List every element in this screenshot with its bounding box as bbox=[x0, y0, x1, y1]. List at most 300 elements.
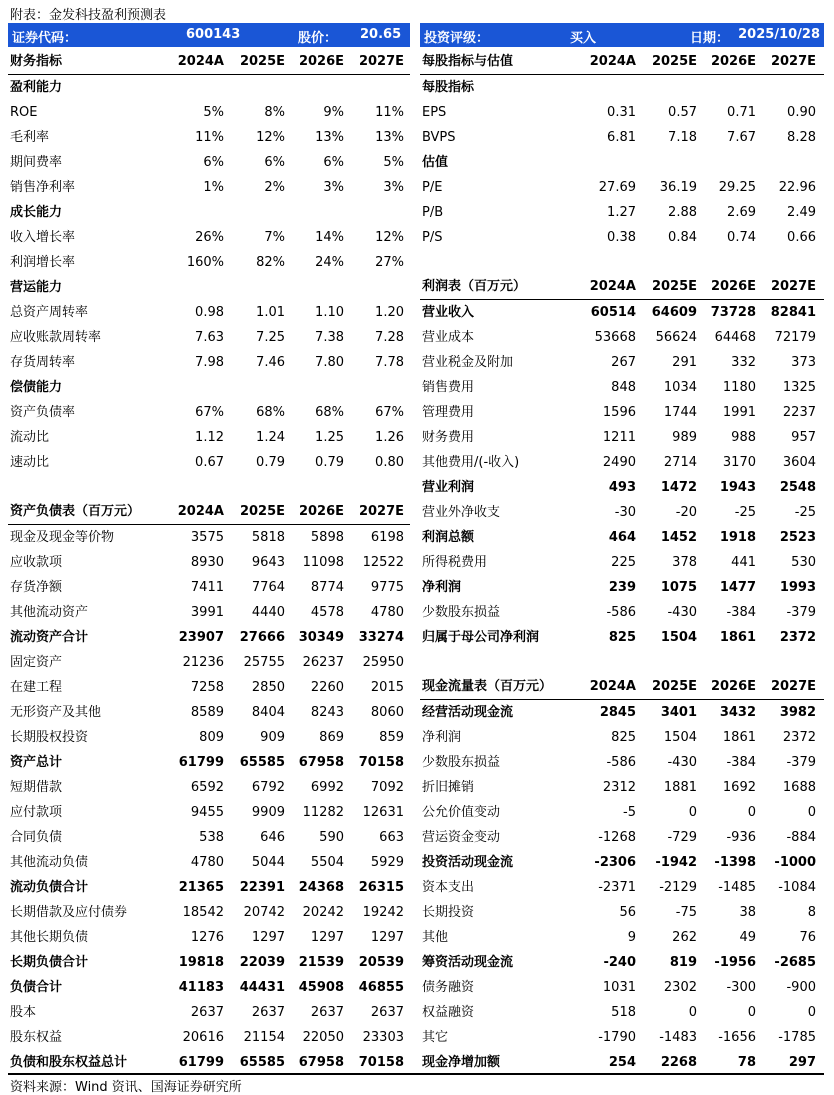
cell-value: 60514 bbox=[590, 305, 636, 320]
cell-value: 49 bbox=[739, 930, 756, 945]
cell-value: -240 bbox=[603, 955, 636, 970]
cell-value: -1942 bbox=[655, 855, 697, 870]
cell-value: 21539 bbox=[298, 955, 344, 970]
cell-value: 2372 bbox=[779, 630, 816, 645]
row-label: 管理费用 bbox=[422, 405, 475, 420]
cell-value: -75 bbox=[675, 905, 697, 920]
table-row bbox=[420, 225, 824, 250]
cell-value: 38 bbox=[739, 905, 756, 920]
cell-value: 7.63 bbox=[195, 330, 224, 345]
table-row bbox=[8, 1025, 410, 1050]
row-label: 利润增长率 bbox=[10, 255, 76, 270]
cell-value: 7.78 bbox=[375, 355, 404, 370]
cell-value: 1180 bbox=[722, 380, 756, 395]
cell-value: 7411 bbox=[190, 580, 224, 595]
table-row bbox=[8, 700, 410, 725]
cell-value: 0.31 bbox=[607, 105, 636, 120]
code-value: 600143 bbox=[186, 27, 241, 42]
row-label: 无形资产及其他 bbox=[10, 705, 102, 720]
table-row bbox=[420, 925, 824, 950]
cell-value: 61799 bbox=[178, 755, 224, 770]
cell-value: 2637 bbox=[370, 1005, 404, 1020]
cell-value: 1297 bbox=[310, 930, 344, 945]
cell-value: 1.12 bbox=[195, 430, 224, 445]
cell-value: -384 bbox=[726, 755, 756, 770]
cell-value: -384 bbox=[726, 605, 756, 620]
source-note: 资料来源：Wind 资讯、国海证券研究所 bbox=[10, 1080, 242, 1095]
cell-value: 26237 bbox=[302, 655, 344, 670]
cell-value: 1325 bbox=[782, 380, 816, 395]
row-label: 销售净利率 bbox=[10, 180, 76, 195]
cell-value: 848 bbox=[611, 380, 636, 395]
cell-value: 22.96 bbox=[778, 180, 816, 195]
cell-value: 2637 bbox=[310, 1005, 344, 1020]
cell-value: 72179 bbox=[774, 330, 816, 345]
cell-value: 0.38 bbox=[607, 230, 636, 245]
table-row bbox=[420, 750, 824, 775]
cell-value: 9% bbox=[323, 105, 344, 120]
table-row bbox=[420, 100, 824, 125]
cell-value: 41183 bbox=[178, 980, 224, 995]
table-row bbox=[420, 725, 824, 750]
row-label: 其它 bbox=[422, 1030, 449, 1045]
cell-value: -729 bbox=[667, 830, 697, 845]
row-label: 偿债能力 bbox=[10, 380, 63, 395]
financial-ratios-table bbox=[8, 49, 410, 475]
cell-value: 24% bbox=[315, 255, 344, 270]
row-label: 投资活动现金流 bbox=[422, 855, 514, 870]
cell-value: 14% bbox=[315, 230, 344, 245]
table-row bbox=[8, 550, 410, 575]
row-label: 权益融资 bbox=[422, 1005, 475, 1020]
column-header: 2025E bbox=[651, 54, 697, 69]
row-label: 速动比 bbox=[10, 455, 50, 470]
row-label: 长期借款及应付债券 bbox=[10, 905, 128, 920]
cell-value: -1785 bbox=[778, 1030, 816, 1045]
cell-value: 0 bbox=[747, 805, 756, 820]
cell-value: 7.25 bbox=[256, 330, 285, 345]
row-label: 应收账款周转率 bbox=[10, 330, 102, 345]
cell-value: 1943 bbox=[719, 480, 756, 495]
column-header: 2025E bbox=[651, 279, 697, 294]
row-label: 债务融资 bbox=[422, 980, 475, 995]
table-row bbox=[8, 250, 410, 275]
cell-value: 64468 bbox=[714, 330, 756, 345]
table-header-row bbox=[8, 49, 410, 74]
column-header: 2024A bbox=[589, 679, 636, 694]
footer-rule bbox=[8, 1073, 824, 1075]
cell-value: 1.01 bbox=[256, 305, 285, 320]
cell-value: 70158 bbox=[358, 755, 404, 770]
row-label: BVPS bbox=[422, 130, 456, 145]
cell-value: 5% bbox=[203, 105, 224, 120]
cell-value: 378 bbox=[672, 555, 697, 570]
cell-value: 7.28 bbox=[375, 330, 404, 345]
table-row bbox=[420, 525, 824, 550]
cell-value: 8 bbox=[807, 905, 816, 920]
table-row bbox=[420, 200, 824, 225]
row-label: 存货净额 bbox=[10, 580, 63, 595]
row-label: 资本支出 bbox=[422, 880, 475, 895]
table-row bbox=[8, 725, 410, 750]
cell-value: 1034 bbox=[663, 380, 697, 395]
row-label: 折旧摊销 bbox=[422, 780, 475, 795]
table-row bbox=[420, 775, 824, 800]
cell-value: -1483 bbox=[659, 1030, 697, 1045]
cell-value: 3401 bbox=[660, 705, 697, 720]
cell-value: 67% bbox=[195, 405, 224, 420]
cell-value: 9643 bbox=[251, 555, 285, 570]
cell-value: 9 bbox=[627, 930, 636, 945]
column-header: 2024A bbox=[177, 54, 224, 69]
cell-value: 538 bbox=[199, 830, 224, 845]
row-label: 盈利能力 bbox=[10, 80, 63, 95]
row-label: 长期投资 bbox=[422, 905, 475, 920]
cell-value: 1861 bbox=[719, 630, 756, 645]
section-header-row bbox=[8, 275, 410, 300]
cell-value: 36.19 bbox=[659, 180, 697, 195]
cell-value: 8060 bbox=[370, 705, 404, 720]
column-header: 2027E bbox=[770, 279, 816, 294]
table-row bbox=[420, 550, 824, 575]
row-label: 营运资金变动 bbox=[422, 830, 501, 845]
cell-value: -2129 bbox=[659, 880, 697, 895]
cell-value: 2237 bbox=[782, 405, 816, 420]
cell-value: 2845 bbox=[599, 705, 636, 720]
cell-value: 2490 bbox=[602, 455, 636, 470]
cell-value: 25755 bbox=[243, 655, 285, 670]
cell-value: 254 bbox=[608, 1055, 636, 1070]
cell-value: -884 bbox=[786, 830, 816, 845]
cell-value: 1211 bbox=[602, 430, 636, 445]
table-row bbox=[8, 150, 410, 175]
cell-value: 909 bbox=[260, 730, 285, 745]
cell-value: -379 bbox=[786, 605, 816, 620]
table-row bbox=[8, 675, 410, 700]
cell-value: 809 bbox=[199, 730, 224, 745]
table-row bbox=[420, 850, 824, 875]
cell-value: 1.24 bbox=[256, 430, 285, 445]
cell-value: 56 bbox=[619, 905, 636, 920]
row-label: 估值 bbox=[422, 155, 449, 170]
table-row bbox=[420, 825, 824, 850]
row-label: 利润总额 bbox=[422, 530, 475, 545]
row-label: 财务费用 bbox=[422, 430, 475, 445]
cell-value: 0.79 bbox=[315, 455, 344, 470]
cell-value: -1956 bbox=[714, 955, 756, 970]
per-share-valuation-table bbox=[420, 49, 824, 250]
row-label: 销售费用 bbox=[422, 380, 475, 395]
cell-value: 3% bbox=[323, 180, 344, 195]
cell-value: 1688 bbox=[782, 780, 816, 795]
table-title: 每股指标与估值 bbox=[422, 54, 514, 69]
cell-value: -30 bbox=[614, 505, 636, 520]
cell-value: 8243 bbox=[310, 705, 344, 720]
table-row bbox=[420, 1050, 824, 1075]
table-title: 资产负债表（百万元） bbox=[10, 504, 141, 519]
table-row bbox=[8, 225, 410, 250]
cell-value: 441 bbox=[731, 555, 756, 570]
cell-value: 11098 bbox=[302, 555, 344, 570]
table-row bbox=[420, 1000, 824, 1025]
cell-value: 23303 bbox=[362, 1030, 404, 1045]
cell-value: 493 bbox=[608, 480, 636, 495]
row-label: P/E bbox=[422, 180, 443, 195]
row-label: 归属于母公司净利润 bbox=[422, 630, 540, 645]
table-row bbox=[8, 750, 410, 775]
cell-value: 373 bbox=[791, 355, 816, 370]
cell-value: -586 bbox=[606, 755, 636, 770]
table-row bbox=[420, 900, 824, 925]
table-header-row bbox=[420, 274, 824, 299]
cell-value: 29.25 bbox=[718, 180, 756, 195]
cell-value: -1485 bbox=[718, 880, 756, 895]
cell-value: 4578 bbox=[310, 605, 344, 620]
cell-value: 3432 bbox=[719, 705, 756, 720]
cell-value: 9775 bbox=[370, 580, 404, 595]
cell-value: 27% bbox=[375, 255, 404, 270]
column-header: 2024A bbox=[177, 504, 224, 519]
cell-value: 4440 bbox=[251, 605, 285, 620]
cell-value: 11282 bbox=[302, 805, 344, 820]
cell-value: 1.26 bbox=[375, 430, 404, 445]
code-label: 证券代码： bbox=[12, 31, 78, 46]
table-header-row bbox=[8, 499, 410, 524]
row-label: 营运能力 bbox=[10, 280, 63, 295]
row-label: 合同负债 bbox=[10, 830, 63, 845]
table-title: 利润表（百万元） bbox=[422, 279, 527, 294]
row-label: 少数股东损益 bbox=[422, 605, 501, 620]
cell-value: 4780 bbox=[190, 855, 224, 870]
column-header: 2026E bbox=[710, 54, 756, 69]
table-row bbox=[8, 450, 410, 475]
cell-value: 20742 bbox=[243, 905, 285, 920]
cell-value: 5% bbox=[383, 155, 404, 170]
table-row bbox=[8, 800, 410, 825]
table-header-row bbox=[420, 674, 824, 699]
cell-value: 0.84 bbox=[668, 230, 697, 245]
cell-value: 26% bbox=[195, 230, 224, 245]
cell-value: 225 bbox=[611, 555, 636, 570]
price-value: 20.65 bbox=[360, 27, 402, 42]
cell-value: 5929 bbox=[370, 855, 404, 870]
cell-value: 0.57 bbox=[668, 105, 697, 120]
cell-value: 8404 bbox=[251, 705, 285, 720]
cell-value: 2637 bbox=[251, 1005, 285, 1020]
cell-value: 65585 bbox=[239, 1055, 285, 1070]
cell-value: 989 bbox=[672, 430, 697, 445]
cell-value: 1452 bbox=[660, 530, 697, 545]
cell-value: 1.10 bbox=[315, 305, 344, 320]
cell-value: 21365 bbox=[178, 880, 224, 895]
column-header: 2024A bbox=[589, 279, 636, 294]
cell-value: -379 bbox=[786, 755, 816, 770]
cell-value: 1.27 bbox=[607, 205, 636, 220]
table-row bbox=[420, 575, 824, 600]
cell-value: 2.49 bbox=[787, 205, 816, 220]
income-statement-table bbox=[420, 274, 824, 650]
cell-value: 18542 bbox=[182, 905, 224, 920]
cell-value: 2312 bbox=[602, 780, 636, 795]
cell-value: -1398 bbox=[714, 855, 756, 870]
cell-value: 65585 bbox=[239, 755, 285, 770]
cell-value: 1918 bbox=[719, 530, 756, 545]
cell-value: 45908 bbox=[298, 980, 344, 995]
cell-value: 12522 bbox=[362, 555, 404, 570]
table-row bbox=[420, 475, 824, 500]
cell-value: 76 bbox=[799, 930, 816, 945]
row-label: 存货周转率 bbox=[10, 355, 76, 370]
cell-value: 239 bbox=[608, 580, 636, 595]
cell-value: 30349 bbox=[298, 630, 344, 645]
cell-value: 67958 bbox=[298, 755, 344, 770]
cell-value: 7.80 bbox=[315, 355, 344, 370]
cell-value: 2015 bbox=[370, 680, 404, 695]
column-header: 2027E bbox=[770, 679, 816, 694]
row-label: 负债合计 bbox=[10, 980, 63, 995]
column-header: 2026E bbox=[298, 54, 344, 69]
cell-value: -5 bbox=[623, 805, 636, 820]
cell-value: -900 bbox=[786, 980, 816, 995]
section-header-row bbox=[420, 150, 824, 175]
cell-value: 0.74 bbox=[727, 230, 756, 245]
cell-value: 23907 bbox=[178, 630, 224, 645]
cell-value: 1861 bbox=[722, 730, 756, 745]
table-row bbox=[8, 1050, 410, 1075]
table-row bbox=[420, 1025, 824, 1050]
cell-value: 0.67 bbox=[195, 455, 224, 470]
cell-value: 6592 bbox=[190, 780, 224, 795]
column-header: 2027E bbox=[358, 54, 404, 69]
section-header-row bbox=[8, 375, 410, 400]
cell-value: 1504 bbox=[663, 730, 697, 745]
cell-value: 3991 bbox=[190, 605, 224, 620]
cell-value: 2548 bbox=[779, 480, 816, 495]
row-label: 现金净增加额 bbox=[422, 1055, 501, 1070]
cell-value: 12631 bbox=[362, 805, 404, 820]
balance-sheet-table bbox=[8, 499, 410, 1075]
cell-value: 68% bbox=[315, 405, 344, 420]
table-row bbox=[8, 425, 410, 450]
cell-value: 869 bbox=[319, 730, 344, 745]
table-row bbox=[8, 350, 410, 375]
cell-value: 26315 bbox=[358, 880, 404, 895]
cell-value: 1297 bbox=[251, 930, 285, 945]
cell-value: 24368 bbox=[298, 880, 344, 895]
row-label: 净利润 bbox=[422, 580, 462, 595]
cell-value: 1297 bbox=[370, 930, 404, 945]
cell-value: 68% bbox=[256, 405, 285, 420]
cell-value: 11% bbox=[375, 105, 404, 120]
cell-value: -1790 bbox=[598, 1030, 636, 1045]
table-row bbox=[8, 775, 410, 800]
date-label: 日期： bbox=[690, 31, 730, 46]
table-row bbox=[8, 925, 410, 950]
cell-value: 3% bbox=[383, 180, 404, 195]
cell-value: 21236 bbox=[182, 655, 224, 670]
cell-value: 1477 bbox=[719, 580, 756, 595]
cell-value: 819 bbox=[669, 955, 697, 970]
cell-value: 8589 bbox=[190, 705, 224, 720]
cell-value: 2.69 bbox=[727, 205, 756, 220]
table-row bbox=[420, 600, 824, 625]
table-row bbox=[8, 975, 410, 1000]
cell-value: 8774 bbox=[310, 580, 344, 595]
cell-value: 2.88 bbox=[668, 205, 697, 220]
row-label: 固定资产 bbox=[10, 655, 63, 670]
cell-value: -20 bbox=[675, 505, 697, 520]
row-label: 流动负债合计 bbox=[10, 880, 89, 895]
table-row bbox=[8, 525, 410, 550]
cell-value: 5898 bbox=[310, 530, 344, 545]
cell-value: 1.20 bbox=[375, 305, 404, 320]
cell-value: 82841 bbox=[770, 305, 816, 320]
cell-value: 8.28 bbox=[787, 130, 816, 145]
cell-value: 46855 bbox=[358, 980, 404, 995]
cell-value: 291 bbox=[672, 355, 697, 370]
row-label: 长期股权投资 bbox=[10, 730, 89, 745]
cell-value: 2637 bbox=[190, 1005, 224, 1020]
cell-value: 1075 bbox=[660, 580, 697, 595]
cell-value: 1596 bbox=[602, 405, 636, 420]
cell-value: 9455 bbox=[190, 805, 224, 820]
page-title: 附表：金发科技盈利预测表 bbox=[10, 8, 167, 23]
cell-value: 646 bbox=[260, 830, 285, 845]
cell-value: 1991 bbox=[722, 405, 756, 420]
header-bar-left bbox=[8, 23, 410, 47]
cell-value: 0 bbox=[807, 1005, 816, 1020]
row-label: EPS bbox=[422, 105, 447, 120]
row-label: 其他 bbox=[422, 930, 449, 945]
cell-value: 2850 bbox=[251, 680, 285, 695]
column-header: 2026E bbox=[710, 679, 756, 694]
table-row bbox=[8, 850, 410, 875]
row-label: 股本 bbox=[10, 1005, 37, 1020]
row-label: 营业利润 bbox=[422, 480, 475, 495]
row-label: 公允价值变动 bbox=[422, 805, 501, 820]
table-row bbox=[8, 300, 410, 325]
cell-value: 6992 bbox=[310, 780, 344, 795]
cell-value: 2372 bbox=[782, 730, 816, 745]
table-row bbox=[420, 975, 824, 1000]
table-row bbox=[420, 300, 824, 325]
cell-value: 0 bbox=[807, 805, 816, 820]
cell-value: 297 bbox=[788, 1055, 816, 1070]
cell-value: -936 bbox=[726, 830, 756, 845]
table-row bbox=[420, 875, 824, 900]
cell-value: 825 bbox=[611, 730, 636, 745]
cell-value: 11% bbox=[195, 130, 224, 145]
row-label: 筹资活动现金流 bbox=[422, 955, 514, 970]
rating-label: 投资评级： bbox=[424, 31, 490, 46]
cell-value: 27.69 bbox=[598, 180, 636, 195]
column-header: 2027E bbox=[358, 504, 404, 519]
cell-value: 663 bbox=[379, 830, 404, 845]
cell-value: 8% bbox=[264, 105, 285, 120]
table-row bbox=[420, 125, 824, 150]
rating-value: 买入 bbox=[570, 31, 597, 46]
cell-value: 64609 bbox=[651, 305, 697, 320]
cell-value: 7.38 bbox=[315, 330, 344, 345]
cell-value: 530 bbox=[791, 555, 816, 570]
table-row bbox=[8, 875, 410, 900]
cell-value: 1881 bbox=[663, 780, 697, 795]
cell-value: 25950 bbox=[362, 655, 404, 670]
cell-value: 1276 bbox=[190, 930, 224, 945]
column-header: 2026E bbox=[710, 279, 756, 294]
table-row bbox=[8, 900, 410, 925]
table-row bbox=[420, 400, 824, 425]
